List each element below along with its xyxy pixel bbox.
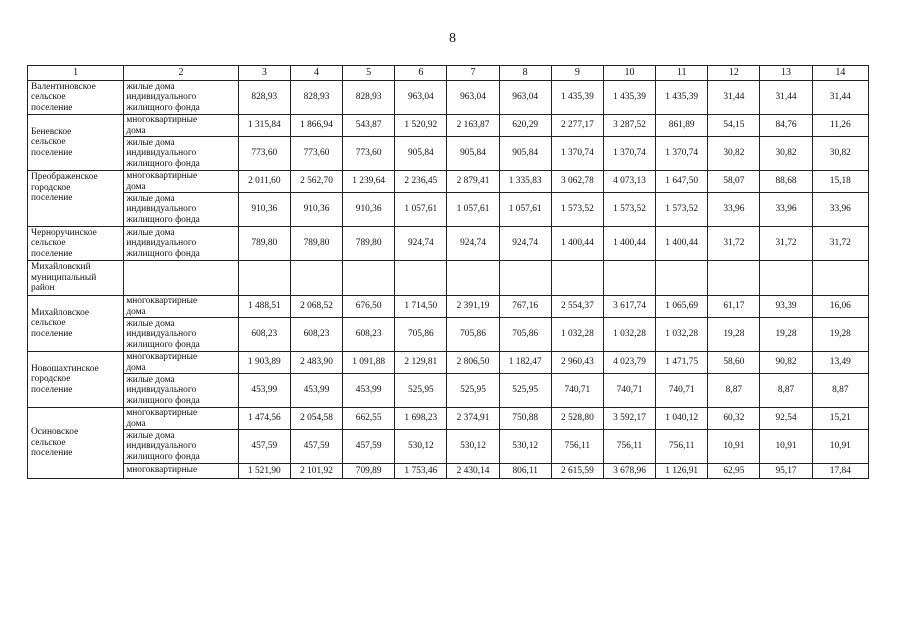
cell-text-line: жилые дома <box>126 137 175 148</box>
table-row <box>28 193 869 227</box>
value-cell: 4 073,13 <box>603 171 655 193</box>
settlement-name <box>28 81 124 115</box>
value-cell: 2 068,52 <box>290 296 342 318</box>
table-row <box>28 408 869 430</box>
value-cell: 54,15 <box>708 115 760 137</box>
value-cell: 1 573,52 <box>656 193 708 227</box>
cell-text-line: жилые дома <box>126 81 175 92</box>
page-number: 8 <box>449 31 456 46</box>
cell-text-line: индивидуального <box>126 92 197 103</box>
header-cell: 7 <box>447 66 499 81</box>
table-row <box>28 227 869 261</box>
header-cell: 12 <box>708 66 760 81</box>
value-cell: 2 391,19 <box>447 296 499 318</box>
value-cell: 2 554,37 <box>551 296 603 318</box>
table-row <box>28 137 869 171</box>
value-cell: 1 239,64 <box>343 171 395 193</box>
value-cell: 756,11 <box>551 430 603 464</box>
value-cell: 15,18 <box>812 171 868 193</box>
header-cell: 1 <box>28 66 124 81</box>
value-cell: 3 678,96 <box>603 464 655 479</box>
cell-text-line: многоквартирные <box>126 408 198 418</box>
value-cell: 33,96 <box>812 193 868 227</box>
value-cell: 2 615,59 <box>551 464 603 479</box>
housing-type <box>124 296 238 318</box>
value-cell: 705,86 <box>447 318 499 352</box>
cell-text-line: жилищного фонда <box>126 395 200 406</box>
value-cell <box>238 261 290 296</box>
value-cell: 1 753,46 <box>395 464 447 479</box>
cell-text-line: дома <box>126 362 146 373</box>
value-cell: 8,87 <box>760 374 812 408</box>
value-cell: 2 960,43 <box>551 352 603 374</box>
value-cell: 1 573,52 <box>603 193 655 227</box>
value-cell: 2 011,60 <box>238 171 290 193</box>
value-cell: 453,99 <box>238 374 290 408</box>
value-cell: 19,28 <box>812 318 868 352</box>
header-cell: 8 <box>499 66 551 81</box>
table-row <box>28 430 869 464</box>
value-cell: 1 471,75 <box>656 352 708 374</box>
value-cell: 8,87 <box>812 374 868 408</box>
value-cell: 2 562,70 <box>290 171 342 193</box>
cell-text-line: индивидуального <box>126 329 197 340</box>
header-cell: 13 <box>760 66 812 81</box>
header-cell: 5 <box>343 66 395 81</box>
value-cell: 828,93 <box>238 81 290 115</box>
value-cell: 19,28 <box>708 318 760 352</box>
header-row <box>28 66 869 81</box>
cell-text-line: жилищного фонда <box>126 158 200 169</box>
housing-type <box>124 137 238 171</box>
header-cell: 6 <box>395 66 447 81</box>
value-cell: 806,11 <box>499 464 551 479</box>
value-cell: 924,74 <box>447 227 499 261</box>
housing-type <box>124 408 238 430</box>
value-cell: 789,80 <box>290 227 342 261</box>
header-cell: 9 <box>551 66 603 81</box>
housing-type <box>124 318 238 352</box>
value-cell: 457,59 <box>290 430 342 464</box>
cell-text-line: дома <box>126 125 146 136</box>
value-cell: 19,28 <box>760 318 812 352</box>
value-cell: 789,80 <box>238 227 290 261</box>
value-cell: 457,59 <box>238 430 290 464</box>
value-cell: 530,12 <box>395 430 447 464</box>
value-cell: 2 806,50 <box>447 352 499 374</box>
value-cell: 1 474,56 <box>238 408 290 430</box>
housing-type <box>124 464 238 479</box>
cell-text-line: сельское <box>31 238 66 249</box>
cell-text-line: многоквартирные <box>126 352 198 362</box>
cell-text-line: Валентиновское <box>31 81 96 92</box>
value-cell: 3 592,17 <box>603 408 655 430</box>
value-cell: 2 374,91 <box>447 408 499 430</box>
value-cell <box>290 261 342 296</box>
cell-text-line: дома <box>126 418 146 429</box>
value-cell: 530,12 <box>499 430 551 464</box>
value-cell: 608,23 <box>290 318 342 352</box>
housing-type <box>124 261 238 296</box>
value-cell: 31,72 <box>708 227 760 261</box>
value-cell: 924,74 <box>395 227 447 261</box>
value-cell: 31,72 <box>760 227 812 261</box>
value-cell: 1 647,50 <box>656 171 708 193</box>
housing-type <box>124 430 238 464</box>
value-cell: 11,26 <box>812 115 868 137</box>
cell-text-line: сельское <box>31 137 66 148</box>
value-cell: 1 315,84 <box>238 115 290 137</box>
value-cell: 963,04 <box>447 81 499 115</box>
value-cell <box>760 261 812 296</box>
value-cell: 1 091,88 <box>343 352 395 374</box>
value-cell: 773,60 <box>343 137 395 171</box>
value-cell: 90,82 <box>760 352 812 374</box>
value-cell: 1 040,12 <box>656 408 708 430</box>
value-cell: 1 032,28 <box>551 318 603 352</box>
value-cell: 740,71 <box>551 374 603 408</box>
cell-text-line: сельское <box>31 92 66 103</box>
value-cell: 620,29 <box>499 115 551 137</box>
cell-text-line: жилищного фонда <box>126 102 200 113</box>
value-cell: 910,36 <box>343 193 395 227</box>
housing-type <box>124 352 238 374</box>
value-cell: 709,89 <box>343 464 395 479</box>
table-row <box>28 81 869 115</box>
cell-text-line: индивидуального <box>126 238 197 249</box>
value-cell <box>343 261 395 296</box>
table-row <box>28 261 869 296</box>
value-cell: 84,76 <box>760 115 812 137</box>
value-cell: 10,91 <box>760 430 812 464</box>
value-cell: 33,96 <box>760 193 812 227</box>
cell-text-line: жилищного фонда <box>126 214 200 225</box>
value-cell: 662,55 <box>343 408 395 430</box>
cell-text-line: жилищного фонда <box>126 339 200 350</box>
value-cell: 905,84 <box>395 137 447 171</box>
cell-text-line: Преображенское <box>31 172 98 182</box>
value-cell: 1 435,39 <box>656 81 708 115</box>
cell-text-line: жилые дома <box>126 374 175 385</box>
settlement-name <box>28 261 124 296</box>
value-cell: 2 528,80 <box>551 408 603 430</box>
cell-text-line: сельское <box>31 437 66 448</box>
value-cell: 61,17 <box>708 296 760 318</box>
value-cell: 773,60 <box>238 137 290 171</box>
value-cell: 2 101,92 <box>290 464 342 479</box>
value-cell: 92,54 <box>760 408 812 430</box>
value-cell: 13,49 <box>812 352 868 374</box>
value-cell: 828,93 <box>343 81 395 115</box>
cell-text-line: поселение <box>31 193 73 203</box>
value-cell: 525,95 <box>499 374 551 408</box>
value-cell: 2 483,90 <box>290 352 342 374</box>
cell-text-line: жилые дома <box>126 318 175 329</box>
value-cell: 1 032,28 <box>603 318 655 352</box>
value-cell: 1 521,90 <box>238 464 290 479</box>
cell-text-line: поселение <box>31 102 73 113</box>
value-cell: 910,36 <box>290 193 342 227</box>
value-cell: 1 400,44 <box>656 227 708 261</box>
value-cell <box>603 261 655 296</box>
housing-type <box>124 193 238 227</box>
value-cell: 3 617,74 <box>603 296 655 318</box>
header-cell: 3 <box>238 66 290 81</box>
value-cell: 1 126,91 <box>656 464 708 479</box>
value-cell: 2 236,45 <box>395 171 447 193</box>
header-cell: 14 <box>812 66 868 81</box>
value-cell: 525,95 <box>447 374 499 408</box>
value-cell: 31,72 <box>812 227 868 261</box>
value-cell: 1 400,44 <box>603 227 655 261</box>
cell-text-line: жилые дома <box>126 430 175 441</box>
value-cell: 676,50 <box>343 296 395 318</box>
cell-text-line: дома <box>126 181 146 192</box>
value-cell: 756,11 <box>603 430 655 464</box>
value-cell: 910,36 <box>238 193 290 227</box>
cell-text-line: Новошахтинское <box>31 363 99 374</box>
cell-text-line: жилые дома <box>126 193 175 204</box>
table-row <box>28 115 869 137</box>
value-cell: 10,91 <box>812 430 868 464</box>
value-cell: 2 430,14 <box>447 464 499 479</box>
header-cell: 11 <box>656 66 708 81</box>
value-cell: 17,84 <box>812 464 868 479</box>
value-cell: 963,04 <box>395 81 447 115</box>
value-cell: 1 400,44 <box>551 227 603 261</box>
value-cell: 789,80 <box>343 227 395 261</box>
value-cell: 525,95 <box>395 374 447 408</box>
value-cell: 10,91 <box>708 430 760 464</box>
cell-text-line: индивидуального <box>126 385 197 396</box>
cell-text-line: Осиновское <box>31 427 79 438</box>
value-cell: 1 057,61 <box>447 193 499 227</box>
value-cell: 861,89 <box>656 115 708 137</box>
header-cell: 4 <box>290 66 342 81</box>
cell-text-line: дома <box>126 306 146 317</box>
settlement-name <box>28 115 124 171</box>
table-row <box>28 352 869 374</box>
value-cell: 2 163,87 <box>447 115 499 137</box>
value-cell: 608,23 <box>238 318 290 352</box>
value-cell: 750,88 <box>499 408 551 430</box>
value-cell: 95,17 <box>760 464 812 479</box>
value-cell: 33,96 <box>708 193 760 227</box>
cell-text-line: индивидуального <box>126 441 197 452</box>
value-cell: 62,95 <box>708 464 760 479</box>
value-cell: 773,60 <box>290 137 342 171</box>
value-cell <box>447 261 499 296</box>
cell-text-line: многоквартирные <box>126 296 198 306</box>
value-cell: 1 714,50 <box>395 296 447 318</box>
value-cell: 1 698,23 <box>395 408 447 430</box>
cell-text-line: индивидуального <box>126 204 197 215</box>
tariff-table <box>27 65 869 479</box>
value-cell: 1 370,74 <box>656 137 708 171</box>
value-cell: 30,82 <box>760 137 812 171</box>
value-cell: 31,44 <box>812 81 868 115</box>
value-cell: 3 062,78 <box>551 171 603 193</box>
value-cell: 1 057,61 <box>499 193 551 227</box>
cell-text-line: поселение <box>31 147 73 158</box>
cell-text-line: индивидуального <box>126 148 197 159</box>
cell-text-line: жилищного фонда <box>126 248 200 259</box>
settlement-name <box>28 227 124 261</box>
value-cell: 1 335,83 <box>499 171 551 193</box>
cell-text-line: поселение <box>31 328 73 339</box>
value-cell: 740,71 <box>656 374 708 408</box>
value-cell: 543,87 <box>343 115 395 137</box>
value-cell: 93,39 <box>760 296 812 318</box>
table-row <box>28 171 869 193</box>
value-cell <box>499 261 551 296</box>
table-row <box>28 464 869 479</box>
value-cell: 31,44 <box>708 81 760 115</box>
header-cell: 2 <box>124 66 238 81</box>
cell-text-line: жилищного фонда <box>126 451 200 462</box>
value-cell: 905,84 <box>499 137 551 171</box>
value-cell: 4 023,79 <box>603 352 655 374</box>
value-cell: 1 435,39 <box>551 81 603 115</box>
value-cell: 1 370,74 <box>603 137 655 171</box>
settlement-name <box>28 352 124 408</box>
value-cell: 828,93 <box>290 81 342 115</box>
settlement-name <box>28 296 124 352</box>
value-cell: 530,12 <box>447 430 499 464</box>
value-cell: 756,11 <box>656 430 708 464</box>
cell-text-line: поселение <box>31 448 73 459</box>
cell-text-line: городское <box>31 374 71 385</box>
cell-text-line: муниципальный <box>31 272 97 283</box>
housing-type <box>124 115 238 137</box>
value-cell: 60,32 <box>708 408 760 430</box>
value-cell: 453,99 <box>343 374 395 408</box>
value-cell: 457,59 <box>343 430 395 464</box>
value-cell <box>395 261 447 296</box>
value-cell: 2 054,58 <box>290 408 342 430</box>
value-cell: 1 065,69 <box>656 296 708 318</box>
value-cell: 705,86 <box>395 318 447 352</box>
settlement-name <box>28 408 124 479</box>
cell-text-line: многоквартирные <box>126 171 198 181</box>
value-cell <box>812 261 868 296</box>
cell-text-line: Михайловское <box>31 307 90 318</box>
cell-text-line: городское <box>31 182 71 193</box>
cell-text-line: поселение <box>31 384 73 395</box>
value-cell: 31,44 <box>760 81 812 115</box>
value-cell: 88,68 <box>760 171 812 193</box>
value-cell: 1 370,74 <box>551 137 603 171</box>
cell-text-line: район <box>31 283 55 293</box>
cell-text-line: многоквартирные <box>126 465 198 475</box>
cell-text-line: жилые дома <box>126 227 175 238</box>
value-cell: 2 129,81 <box>395 352 447 374</box>
table-row <box>28 296 869 318</box>
cell-text-line: Михайловский <box>31 262 91 272</box>
housing-type <box>124 374 238 408</box>
value-cell: 30,82 <box>812 137 868 171</box>
value-cell: 1 488,51 <box>238 296 290 318</box>
value-cell: 58,60 <box>708 352 760 374</box>
housing-type <box>124 81 238 115</box>
value-cell <box>551 261 603 296</box>
value-cell: 924,74 <box>499 227 551 261</box>
value-cell: 15,21 <box>812 408 868 430</box>
value-cell: 1 435,39 <box>603 81 655 115</box>
cell-text-line: многоквартирные <box>126 115 198 125</box>
value-cell <box>656 261 708 296</box>
value-cell: 453,99 <box>290 374 342 408</box>
housing-type <box>124 227 238 261</box>
value-cell: 30,82 <box>708 137 760 171</box>
value-cell: 740,71 <box>603 374 655 408</box>
value-cell: 963,04 <box>499 81 551 115</box>
value-cell: 767,16 <box>499 296 551 318</box>
cell-text-line: Черноручинское <box>31 227 97 238</box>
value-cell <box>708 261 760 296</box>
value-cell: 1 182,47 <box>499 352 551 374</box>
table-row <box>28 374 869 408</box>
value-cell: 8,87 <box>708 374 760 408</box>
value-cell: 2 277,17 <box>551 115 603 137</box>
housing-type <box>124 171 238 193</box>
value-cell: 58,07 <box>708 171 760 193</box>
cell-text-line: поселение <box>31 248 73 259</box>
value-cell: 1 573,52 <box>551 193 603 227</box>
value-cell: 1 032,28 <box>656 318 708 352</box>
value-cell: 608,23 <box>343 318 395 352</box>
settlement-name <box>28 171 124 227</box>
cell-text-line: Беневское <box>31 126 72 137</box>
cell-text-line: сельское <box>31 318 66 329</box>
table-row <box>28 318 869 352</box>
value-cell: 705,86 <box>499 318 551 352</box>
value-cell: 1 866,94 <box>290 115 342 137</box>
value-cell: 905,84 <box>447 137 499 171</box>
value-cell: 16,06 <box>812 296 868 318</box>
value-cell: 1 057,61 <box>395 193 447 227</box>
value-cell: 2 879,41 <box>447 171 499 193</box>
value-cell: 1 903,89 <box>238 352 290 374</box>
header-cell: 10 <box>603 66 655 81</box>
value-cell: 1 520,92 <box>395 115 447 137</box>
value-cell: 3 287,52 <box>603 115 655 137</box>
